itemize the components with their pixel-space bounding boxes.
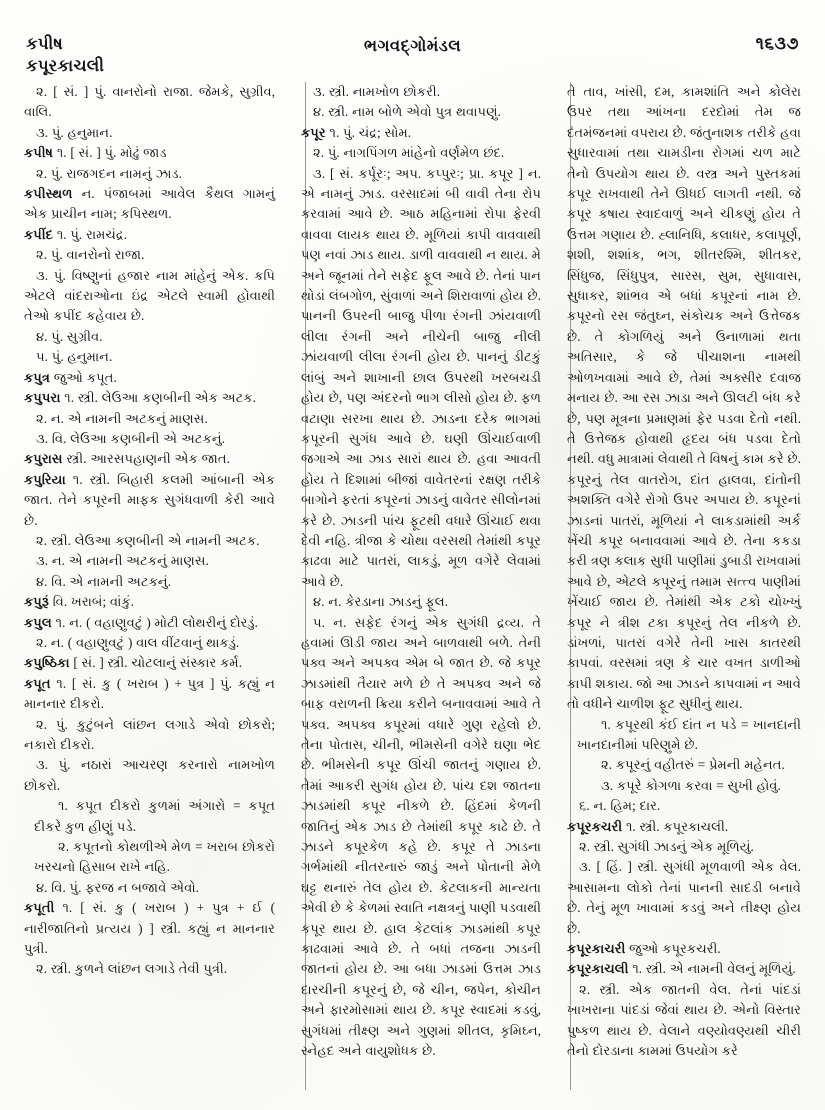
entry-text: સ્ત્રી. આરસપહાણની એક જાત. [62,451,230,467]
dictionary-entry [24,898,275,959]
left-column [24,82,288,1092]
entry-sense-line [567,796,801,816]
entry-sense-line [24,245,275,265]
entry-text: ૩. પું. વિષ્ણુનાં હજાર નામ માંહેનું એક. કપિ એટલે વાંદરાઓના ઇંદ્ર એટલે સ્વામી હોવાથી તેઓ કપીંદ કહેવાય છે. [24,267,275,324]
book-title: ભગવદ્ગોમંડલ [363,36,462,55]
entry-sense-line [24,429,275,449]
entry-sense-line [24,572,275,592]
headword: કપીસ્થળ [24,186,73,202]
dictionary-entry [24,613,275,633]
dictionary-entry [24,653,275,673]
entry-sense-line [567,82,801,715]
entry-text: ૨. [ સં. ] પું. વાનરોનો રાજા. જેમકે, સુગ્રીવ, વાલિ. [24,84,275,120]
dictionary-entry [24,674,275,715]
dictionary-entry [24,225,275,245]
headword: કપૂતી [24,900,55,916]
entry-sense-line [301,102,541,122]
dictionary-entry [24,184,275,225]
entry-text: વિ. ખરાબં; વાંકું. [48,594,134,610]
entry-text: ૩. સ્ત્રી. નામખોળ છોકરી. [313,84,441,99]
entry-text: ૬. ન. હિમ; દાર. [579,798,661,814]
entry-text: ૫. પું. હનુમાન. [36,349,113,365]
entry-text: ૧. સ્ત્રી. કપૂરકાચલી. [622,818,729,834]
entry-text: ૧. [ સં. કુ ( ખરાબ ) + પુત્ર + ઈ ( નારીજાતિનો પ્રત્યય ) ] સ્ત્રી. કહ્યું ન માનનાર પુત્રી. [24,900,275,957]
headword: કપુષ્ઠિકા [24,655,70,671]
entry-text: ૨. સ્ત્રી. લેઉઆ કણબીની એ નામની અટક. [36,532,260,548]
page-number: ૧૬૩૭ [755,34,799,53]
text-columns [24,82,801,1092]
running-head-left-catchword-2: કપૂરકાચલી [26,56,105,75]
headword: કપૂરકચરી [567,818,623,834]
entry-text: ૧. કપૂત દીકરો કુળમાં અંગારો = કપૂત દીકરે કુળ હીણું પડે. [34,798,275,834]
entry-text: ૩. કપૂરે કોગળા કરવા = સુખી હોવું. [601,777,781,793]
entry-text: ૧. સ્ત્રી. બિહારી કલમી આંબાની એક જાત. તેને કપૂરની માફક સુગંધવાળી કેરી આવે છે. [24,471,275,528]
entry-sense-line [24,959,275,979]
entry-sense-line [24,878,275,898]
entry-sense-line [567,857,801,939]
headword: કપૂરકાચલી [567,961,629,977]
entry-text: ૨. સ્ત્રી. એક જાતની વેલ. તેનાં પાંદડાં ખાખરાના પાંદડાં જેવાં થાય છે. એનો વિસ્તાર પુષ્કળ થાય છે. વેલાને વણ્યોવણ્યથી ચીરી તેનો દોરડાના કામમાં ઉપયોગ કરે [567,981,801,1059]
entry-text: ૩. પું. હનુમાન. [36,124,113,140]
headword: કપૂર [301,124,326,140]
entry-text: ૩. [ સં. કર્પૂરઃ; અપ. કપ્પુરઃ; પ્રા. કપૂર ] ન. એ નામનું ઝાડ. વરસાદમાં બી વાવી તેના રોપ કરવામાં આવે છે. આઠ મહિનામાં રોપા ફેરવી વાવવા લાયક થાય છે. મૂળિયાં કાપી વાવવાથી પણ નવાં ઝાડ થાય. ડાળી વાવવાથી ન થાય. મે અને જૂનમાં તેને સફેદ ફૂલ આવે છે. તેનાં પાન થોડાં લંબગોળ, સુંવાળાં અને શિરાવાળાં હોય છે. પાનની ઉપરની બાજુ પીળા રંગની ઝાંયવાળી લીલા રંગની અને નીચેની બાજુ નીલી ઝાંયવાળી લીલા રંગની હોય છે. પાનનું ડીટકું લાંબું અને શાખાની છાલ ઉપરથી ખરબચડી હોય છે, પણ અંદરનો ભાગ લીસો હોય છે. ફળ વટાણા સરખા થાય છે. ઝાડના દરેક ભાગમાં કપૂરની સુગંધ આવે છે. ઘણી ઊંચાઈવાળી જગાએ આ ઝાડ સારાં થાય છે. હવા આવતી હોય તે દિશામાં બીજાં વાવેતરનાં રક્ષણ તરીકે બાગોને ફરતાં કપૂરનાં ઝાડનું વાવેતર સીલોનમાં કરે છે. ઝાડની પાંચ ફૂટથી વધારે ઊંચાઈ થવા દેવી નહિ. ત્રીજા કે ચોથા વરસથી તેમાંથી કપૂર કાઢવા માટે પાતરાં, લાકડું, મૂળ વગેરે લેવામાં આવે છે. [301,165,541,589]
dictionary-entry [24,592,275,612]
entry-sense-line [301,82,541,102]
entry-sense-line [567,837,801,857]
entry-text: ૩. ન. એ નામની અટકનું માણસ. [36,553,209,569]
entry-sense-line [301,613,541,1062]
entry-sense-line [567,755,801,775]
dictionary-entry [567,959,801,979]
entry-text: ૩. પું. નઠારાં આચરણ કરનારો નામખોળ છોકરો. [24,757,275,793]
entry-text: ૨. પું. કુટુંબને લાંછન લગાડે એવો છોકરો; નકારો દીકરો. [24,716,275,752]
dictionary-entry [567,939,801,959]
entry-text: ૩. [ હિં. ] સ્ત્રી. સુગંધી મૂળવાળી એક વેલ. આસામના લોકો તેનાં પાનની સાદડી બનાવે છે. તેનું મૂળ ખાવામાં કડવું અને તીક્ષ્ણ હોય છે. [567,859,801,936]
headword: કપુરૂં [24,594,49,610]
entry-sense-line [24,266,275,327]
entry-text: ૪. સ્ત્રી. નામ બોળે એવો પુત્ર થવાપણું. [313,104,501,120]
entry-text: ૧. પું. ચંદ્ર; સોમ. [325,124,412,140]
running-head [26,34,799,75]
entry-text: ૪. ન. કેરડાના ઝાડનું ફૂલ. [313,594,448,610]
entry-text: જુઓ કપૂરકચરી. [625,941,721,957]
entry-text: તે તાવ, ખાંસી, દમ, કામશાંતિ અને કોલેરા ઉપર તથા આંખના દરદોમાં તેમ જ દંતમંજનમાં વપરાય છે. જંતુનાશક તરીકે હવા સુધારવામાં તથા ચામડીના રોગમાં ચળ માટે તેનો ઉપયોગ થાય છે. વસ્ત્ર અને પુસ્તકમાં કપૂર રાખવાથી તેને ઊધઈ લાગતી નથી. જે કપૂર કષાય સ્વાદવાળું અને ચીકણું હોય તે ઉત્તમ ગણાય છે. હ્લાનિધિ, કલાધર, કલાપૂર્ણ, શશી, શશાંક, ભગ, શીતરશ્મિ, શીતકર, સિંધુજ, સિંધુપુત્ર, સારસ, સુમ, સુધાવાસ, સુધાકર, શાંભવ એ બધાં કપૂરનાં નામ છે. કપૂરનો રસ જંતુઘ્ન, સંકોચક અને ઉત્તેજક છે. તે કોગળિયું અને ઉનાળામાં થતા અતિસાર, કે જે પીચાશના નામથી ઓળખવામાં આવે છે, તેમાં અક્સીર દવાજ મનાય છે. આ રસ ઝાડા અને ઊલટી બંધ કરે છે, પણ મૂત્રના પ્રમાણમાં ફેર પડવા દેતો નથી. તે ઉત્તેજક હોવાથી હૃદય બંધ પડવા દેતો નથી. વધુ માત્રામાં લેવાથી તે વિષનું કામ કરે છે. કપૂરનું તેલ વાતરોગ, દાંત હાલવા, દાંતોની અશક્તિ વગેરે રોગો ઉપર અપાય છે. કપૂરનાં ઝાડનાં પાતરાં, મૂળિયાં ને લાકડામાંથી અર્ક ખેંચી કપૂર બનાવવામાં આવે છે. તેના કકડા કરી ત્રણ કલાક સુધી પાણીમાં ડુબાડી રાખવામાં આવે છે, એટલે કપૂરનું તમામ સત્ત્વ પાણીમાં ખેંચાઈ જાય છે. તેમાંથી એક ટકો ચોખ્ખું કપૂર ને ત્રીશ ટકા કપૂરનું તેલ નીકળે છે. ડાંખળાં, પાતરાં વગેરે તેની ખાસ કાતરથી કાપવાં. વરસમાં ત્રણ કે ચાર વખત ડાળીઓ કાપી શકાય. જો આ ઝાડને કાપવામાં ન આવે તો વધીને ચાળીશ ફૂટ સુધીનું થાય. [567,84,801,712]
entry-text: [ સં. ] સ્ત્રી. ચોટલાનું સંસ્કાર કર્મ. [69,655,242,671]
headword: કપુરાસ [24,451,63,467]
entry-text: ૧. સ્ત્રી. લેઉઆ કણબીની એક અટક. [60,390,256,406]
entry-sense-line [301,143,541,163]
headword: કપુત્ર [24,369,50,385]
entry-text: ૫. ન. સફેદ રંગનું એક સુગંધી દ્રવ્ય. તે હવામાં ઊડી જાય અને બાળવાથી બળે. તેની પક્વ અને અપક્વ એમ બે જાત છે. જે કપૂર ઝાડમાંથી તૈયાર મળે છે તે અપક્વ અને જે બાફ વરાળની ક્રિયા કરીને બનાવવામાં આવે તે પક્વ. અપક્વ કપૂરમાં વધારે ગુણ રહેલો છે. તેના પોતાસ, ચીની, ભીમસેની વગેરે ઘણા ભેદ છે. ભીમસેની કપૂર ઊંચી જાતનું ગણાય છે. તેમાં આકરી સુગંધ હોય છે. પાંચ દશ જાતના ઝાડમાંથી કપૂર નીકળે છે. હિંદમાં કેળની જાતિનું એક ઝાડ છે તેમાંથી કપૂર કાઢે છે. તે ઝાડને કપૂરકેળ કહે છે. કપૂર તે ઝાડના ગર્ભમાંથી નીતરનારું જાડું અને પોતાની મેળે ઘટ્ટ થનારું તેલ હોય છે. કેટલાકની માન્યતા એવી છે કે કેળમાં સ્વાતિ નક્ષત્રનું પાણી પડવાથી કપૂર થાય છે. હાલ કેટલાંક ઝાડમાંથી કપૂર કાઢવામાં આવે છે. તે બધાં તજના ઝાડની જાતનાં હોય છે. આ બધા ઝાડમાં ઉત્તમ ઝાડ દારચીની કપૂરનું છે, જે ચીન, જપેન, કોચીન અને ફારમોસામાં થાય છે. કપૂર સ્વાદમાં કડવું, સુગંધમાં તીક્ષ્ણ અને ગુણમાં શીતલ, કૃમિઘ્ન, સ્નેહદ અને વાયુશોધક છે. [301,614,541,1059]
headword: કપૂત [24,675,51,691]
entry-text: ૧. [ સં. કુ ( ખરાબ ) + પુત્ર ] પું. કહ્યું ન માનનાર દીકરો. [24,675,275,712]
entry-sense-line [24,755,275,796]
entry-text: ૨. સ્ત્રી. કુળને લાંછન લગાડે તેવી પુત્રી. [36,961,228,977]
entry-sense-line [24,327,275,347]
entry-text: ૪. વિ. પું. ફરજ ન બજાવે એવો. [36,879,199,895]
entry-sense-line [24,633,275,653]
dictionary-entry [24,368,275,388]
entry-sense-line [24,551,275,571]
headword: કપીષ [24,145,54,161]
dictionary-entry [24,143,275,163]
running-head-left-catchword: કપીષ [26,34,63,53]
entry-text: ૨. ન. ( વહાણુવટું ) વાલ વીંટવાનું થાકડું. [36,634,240,650]
entry-sense-line [24,837,275,878]
dictionary-entry [24,449,275,469]
entry-text: ૧. પું. રામચંદ્ર. [53,226,128,242]
entry-sense-line [24,531,275,551]
entry-text: ૨. કપૂરનું વહીતરું = પ્રેમની મહેનત. [601,757,785,773]
entry-text: ૧. ન. ( વહાણુવટું ) મોટી લોથરીનું દોરડું. [51,614,258,630]
entry-sense-line [24,123,275,143]
headword: કપુરિયા [24,471,66,487]
dictionary-entry [24,388,275,408]
entry-text: ૩. વિ. લેઉઆ કણબીની એ અટકનું. [36,430,225,446]
dictionary-entry [567,817,801,837]
entry-text: ૧. [ સં. ] પું. મોઢું જાડ [53,145,167,161]
entry-text: ૨. પું. વાનરોનો રાજા. [36,247,145,263]
dictionary-entry [24,470,275,531]
middle-column [288,82,554,1092]
entry-sense-line [24,82,275,123]
entry-text: ૨. ન. એ નામની અટકનું માણસ. [36,410,208,426]
entry-text: ૪. વિ. એ નામની અટકનું. [36,573,172,589]
entry-text: ૨. કપૂતનો કોથળીએ મેળ = ખરાબ છોકરો ખરચનો હિસાબ રાખે નહિ. [34,839,275,875]
headword: કપૂરકાચરી [567,941,626,957]
entry-sense-line [24,164,275,184]
headword: કપુલ [24,614,52,630]
headword: કપીંદ [24,226,54,242]
entry-sense-line [301,592,541,612]
right-column [554,82,801,1092]
entry-text: જુઓ કપૂત. [49,369,117,385]
entry-text: ૧. કપૂરથી કંઈ દાંત ન પડે = ખાનદાની ખાનદાનીમાં પરિણુમે છે. [577,716,801,752]
entry-text: ૨. પું. રાજગદન નામનું ઝાડ. [36,165,182,181]
entry-sense-line [567,715,801,756]
entry-sense-line [24,409,275,429]
entry-text: ૨. પું. નાગપિંગળ માંહેનો વર્ણમેળ છંદ. [313,145,505,161]
entry-sense-line [567,776,801,796]
entry-text: ન. પંજાબમાં આવેલ કૈથલ ગામનું એક પ્રાચીન નામ; કપિસ્થળ. [24,186,275,222]
entry-sense-line [301,164,541,593]
entry-text: ૨. સ્ત્રી. સુગંધી ઝાડનું એક મૂળિયું. [579,839,754,855]
entry-text: ૪. પું. સુગ્રીવ. [36,328,103,344]
headword: કપુપરા [24,390,61,406]
entry-sense-line [567,980,801,1062]
entry-sense-line [24,347,275,367]
entry-sense-line [24,715,275,756]
entry-sense-line [24,796,275,837]
dictionary-entry [301,123,541,143]
entry-text: ૧. સ્ત્રી. એ નામની વેલનું મૂળિયું. [628,961,796,977]
